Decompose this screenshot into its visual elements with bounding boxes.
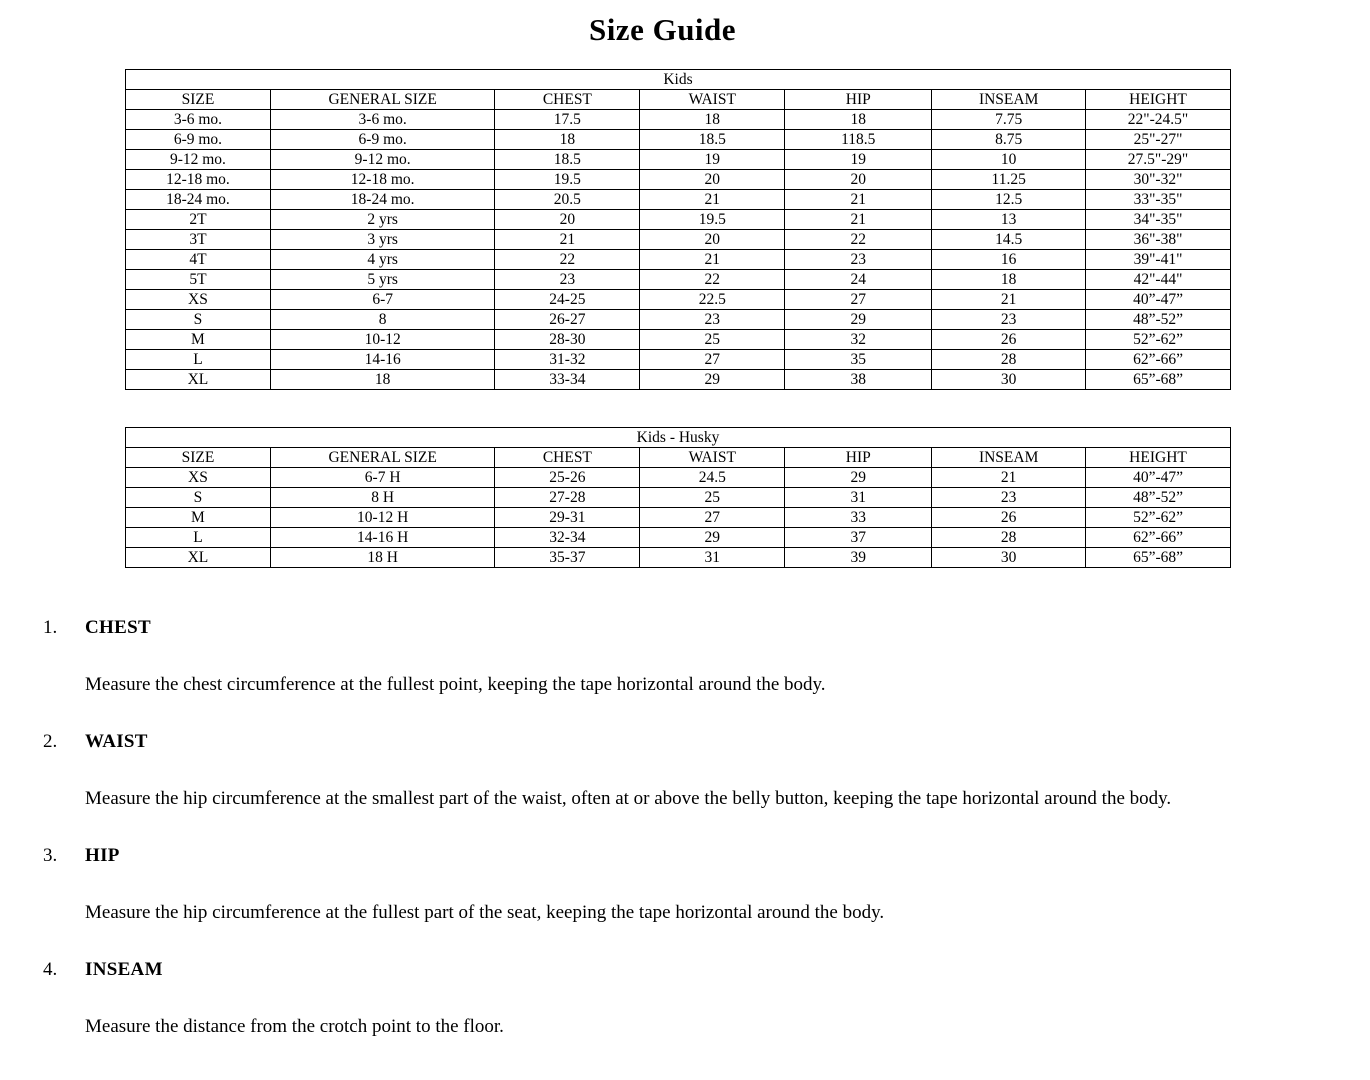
table-row (126, 468, 1231, 488)
table-row (126, 130, 1231, 150)
table-cell: L (126, 350, 271, 370)
section-chest (43, 616, 1360, 697)
table-cell: 52”-62” (1086, 508, 1231, 528)
table-cell: 10 (932, 150, 1086, 170)
table-cell: 18.5 (640, 130, 785, 150)
table-cell: 33 (785, 508, 932, 528)
table-cell: 2T (126, 210, 271, 230)
table-cell: 29-31 (495, 508, 640, 528)
table-cell: 10-12 (270, 330, 495, 350)
page-title: Size Guide (588, 12, 737, 47)
table-cell: 62”-66” (1086, 528, 1231, 548)
table-cell: 22 (640, 270, 785, 290)
table-cell: 23 (785, 250, 932, 270)
table-row (126, 210, 1231, 230)
table-cell: 28 (932, 528, 1086, 548)
table-cell: 36"-38" (1086, 230, 1231, 250)
table-cell: 6-7 H (270, 468, 495, 488)
table-cell: 25-26 (495, 468, 640, 488)
table-cell: 24.5 (640, 468, 785, 488)
table-cell: 40”-47” (1086, 290, 1231, 310)
table-row (126, 230, 1231, 250)
table-cell: 18 H (270, 548, 495, 568)
column-header: INSEAM (932, 90, 1086, 110)
table-cell: 12-18 mo. (126, 170, 271, 190)
table-cell: 32-34 (495, 528, 640, 548)
table-cell: 32 (785, 330, 932, 350)
table-cell: 18 (785, 110, 932, 130)
table-cell: 23 (495, 270, 640, 290)
table-cell: 37 (785, 528, 932, 548)
table-cell: 39 (785, 548, 932, 568)
table-cell: 4T (126, 250, 271, 270)
table-cell: 29 (785, 310, 932, 330)
table-cell: 18.5 (495, 150, 640, 170)
table-row (126, 350, 1231, 370)
column-header: CHEST (495, 90, 640, 110)
section-number: 1. (43, 617, 58, 638)
table-cell: 5 yrs (270, 270, 495, 290)
table-cell: 8 (270, 310, 495, 330)
table-caption: Kids (126, 70, 1231, 90)
table-cell: 52”-62” (1086, 330, 1231, 350)
table-cell: 20 (785, 170, 932, 190)
table-cell: 48”-52” (1086, 488, 1231, 508)
table-cell: 11.25 (932, 170, 1086, 190)
table-cell: 18 (495, 130, 640, 150)
table-cell: 10-12 H (270, 508, 495, 528)
table-caption-row (126, 70, 1231, 90)
column-header: WAIST (640, 448, 785, 468)
table-cell: 31 (640, 548, 785, 568)
table-cell: 9-12 mo. (126, 150, 271, 170)
table-cell: 18-24 mo. (270, 190, 495, 210)
table-header-row (126, 90, 1231, 110)
table-cell: 5T (126, 270, 271, 290)
table-cell: M (126, 508, 271, 528)
table-cell: 65”-68” (1086, 548, 1231, 568)
table-cell: 42"-44" (1086, 270, 1231, 290)
table-cell: 28-30 (495, 330, 640, 350)
table-cell: S (126, 488, 271, 508)
table-cell: 23 (932, 488, 1086, 508)
section-heading: CHEST (85, 617, 151, 638)
section-waist (43, 730, 1360, 811)
column-header: HEIGHT (1086, 448, 1231, 468)
column-header: HIP (785, 448, 932, 468)
kids-size-table (125, 69, 1231, 390)
table-cell: 21 (640, 250, 785, 270)
table-cell: 6-9 mo. (126, 130, 271, 150)
table-cell: 26-27 (495, 310, 640, 330)
table-row (126, 330, 1231, 350)
section-body: Measure the distance from the crotch point to the floor. (85, 1016, 504, 1037)
section-heading: INSEAM (85, 959, 163, 980)
table-cell: 27 (640, 508, 785, 528)
table-cell: 19.5 (495, 170, 640, 190)
table-cell: XL (126, 548, 271, 568)
column-header: GENERAL SIZE (270, 90, 495, 110)
table-cell: 30 (932, 370, 1086, 390)
table-cell: 23 (640, 310, 785, 330)
kids-husky-table-wrap (125, 427, 1231, 568)
column-header: SIZE (126, 90, 271, 110)
table-cell: 27 (640, 350, 785, 370)
table-cell: 18-24 mo. (126, 190, 271, 210)
table-cell: 26 (932, 508, 1086, 528)
section-body: Measure the hip circumference at the fullest part of the seat, keeping the tape horizontal around the body. (85, 902, 885, 923)
table-cell: 33"-35" (1086, 190, 1231, 210)
table-cell: 23 (932, 310, 1086, 330)
table-cell: 19.5 (640, 210, 785, 230)
section-heading: HIP (85, 845, 120, 866)
column-header: WAIST (640, 90, 785, 110)
measurement-instructions (43, 616, 1360, 1039)
table-cell: 6-9 mo. (270, 130, 495, 150)
table-cell: 31-32 (495, 350, 640, 370)
table-cell: 65”-68” (1086, 370, 1231, 390)
table-cell: 3-6 mo. (126, 110, 271, 130)
table-row (126, 310, 1231, 330)
table-cell: 18 (932, 270, 1086, 290)
table-row (126, 270, 1231, 290)
table-row (126, 370, 1231, 390)
section-head (43, 616, 1360, 640)
table-cell: 39"-41" (1086, 250, 1231, 270)
table-cell: 34"-35" (1086, 210, 1231, 230)
table-cell: 27-28 (495, 488, 640, 508)
table-cell: 25 (640, 330, 785, 350)
table-cell: 22"-24.5" (1086, 110, 1231, 130)
table-cell: 27 (785, 290, 932, 310)
kids-husky-size-table (125, 427, 1231, 568)
table-header-row (126, 448, 1231, 468)
section-number: 3. (43, 845, 58, 866)
section-hip (43, 844, 1360, 925)
table-cell: 16 (932, 250, 1086, 270)
table-cell: 62”-66” (1086, 350, 1231, 370)
table-row (126, 528, 1231, 548)
table-cell: 27.5"-29" (1086, 150, 1231, 170)
table-cell: 20 (640, 170, 785, 190)
table-cell: 20.5 (495, 190, 640, 210)
table-cell: 21 (495, 230, 640, 250)
table-cell: 19 (640, 150, 785, 170)
table-cell: 14-16 H (270, 528, 495, 548)
table-cell: 31 (785, 488, 932, 508)
table-cell: 12-18 mo. (270, 170, 495, 190)
table-cell: 20 (640, 230, 785, 250)
section-body: Measure the hip circumference at the smallest part of the waist, often at or above the belly button, keeping the tape horizontal around the body. (85, 788, 1172, 809)
table-cell: 24-25 (495, 290, 640, 310)
table-cell: 26 (932, 330, 1086, 350)
kids-table-wrap (125, 69, 1231, 390)
table-row (126, 508, 1231, 528)
table-cell: 8 H (270, 488, 495, 508)
table-row (126, 190, 1231, 210)
table-cell: 7.75 (932, 110, 1086, 130)
table-cell: 21 (640, 190, 785, 210)
column-header: HIP (785, 90, 932, 110)
table-cell: 118.5 (785, 130, 932, 150)
table-cell: 38 (785, 370, 932, 390)
table-cell: 8.75 (932, 130, 1086, 150)
table-cell: 48”-52” (1086, 310, 1231, 330)
column-header: GENERAL SIZE (270, 448, 495, 468)
table-cell: XL (126, 370, 271, 390)
table-cell: 18 (270, 370, 495, 390)
table-cell: 19 (785, 150, 932, 170)
table-row (126, 488, 1231, 508)
table-cell: 25 (640, 488, 785, 508)
table-cell: 29 (785, 468, 932, 488)
table-cell: 22.5 (640, 290, 785, 310)
table-cell: L (126, 528, 271, 548)
table-cell: 40”-47” (1086, 468, 1231, 488)
table-caption-row (126, 428, 1231, 448)
table-cell: 14.5 (932, 230, 1086, 250)
table-cell: 20 (495, 210, 640, 230)
table-cell: 28 (932, 350, 1086, 370)
table-cell: S (126, 310, 271, 330)
table-cell: 3-6 mo. (270, 110, 495, 130)
table-cell: 18 (640, 110, 785, 130)
table-row (126, 150, 1231, 170)
table-cell: 13 (932, 210, 1086, 230)
section-head (43, 730, 1360, 754)
table-row (126, 290, 1231, 310)
section-number: 4. (43, 959, 58, 980)
table-cell: 21 (932, 290, 1086, 310)
table-cell: XS (126, 290, 271, 310)
table-cell: 14-16 (270, 350, 495, 370)
table-row (126, 110, 1231, 130)
table-row (126, 250, 1231, 270)
table-cell: 4 yrs (270, 250, 495, 270)
table-cell: 3T (126, 230, 271, 250)
column-header: HEIGHT (1086, 90, 1231, 110)
table-cell: 22 (495, 250, 640, 270)
table-cell: 30 (932, 548, 1086, 568)
table-row (126, 548, 1231, 568)
table-cell: 6-7 (270, 290, 495, 310)
table-cell: 33-34 (495, 370, 640, 390)
table-cell: 35-37 (495, 548, 640, 568)
table-cell: 3 yrs (270, 230, 495, 250)
section-heading: WAIST (85, 731, 148, 752)
section-number: 2. (43, 731, 58, 752)
table-cell: 24 (785, 270, 932, 290)
column-header: SIZE (126, 448, 271, 468)
table-cell: 12.5 (932, 190, 1086, 210)
table-cell: 29 (640, 370, 785, 390)
table-cell: 17.5 (495, 110, 640, 130)
table-cell: 22 (785, 230, 932, 250)
table-caption: Kids - Husky (126, 428, 1231, 448)
table-cell: 25"-27" (1086, 130, 1231, 150)
table-cell: 21 (932, 468, 1086, 488)
table-cell: 21 (785, 210, 932, 230)
table-cell: 29 (640, 528, 785, 548)
table-cell: XS (126, 468, 271, 488)
section-body: Measure the chest circumference at the fullest point, keeping the tape horizontal around the body. (85, 674, 826, 695)
table-cell: 9-12 mo. (270, 150, 495, 170)
section-head (43, 958, 1360, 982)
table-row (126, 170, 1231, 190)
section-head (43, 844, 1360, 868)
table-cell: 35 (785, 350, 932, 370)
table-cell: 2 yrs (270, 210, 495, 230)
table-cell: 30"-32" (1086, 170, 1231, 190)
section-inseam (43, 958, 1360, 1039)
table-cell: M (126, 330, 271, 350)
column-header: CHEST (495, 448, 640, 468)
column-header: INSEAM (932, 448, 1086, 468)
table-cell: 21 (785, 190, 932, 210)
